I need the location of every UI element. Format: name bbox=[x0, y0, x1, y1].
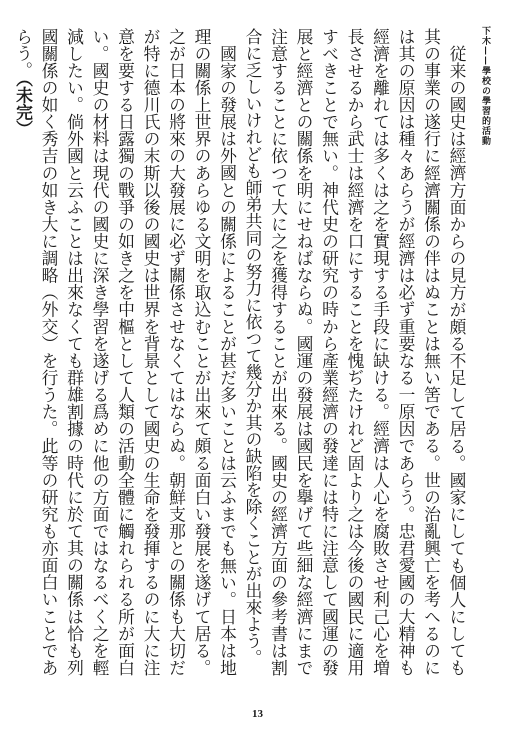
paragraph-economics: 従来の國史は經濟方面からの見方が頗る不足して居る。國家にしても個人にしても其の事業の遂行に經濟關係の伴はぬことは無い筈である。世の治亂興亡を考へるのには其の原因は種々あらうが經濟は必ず重要なる一原因であらう。忠君愛國の大精神も經濟を離れては多くは之を實現する手段に缺ける。經濟は人心を腐敗させ利己心を増長させるから武士は經濟を口にすることを愧ぢたけれど固より之は今後の國民に適用すべきことで無い。神代史の研究の時から產業經濟の發達には特に注意して國運の發展と經濟との關係を明にせねばならぬ。國運の發展は國民を擧げて些細な經濟にまで注意することに依つて大に之を獲得することが出來る。國史の經濟方面の參考書は割合に乏しいけれども師弟共同の努力に依つて幾分か其の缺陷を除くことが出來よう。 bbox=[243, 28, 467, 676]
paragraph-foreign-relations-text: 國家の發展は外國との關係によることが甚だ多いことは云ふまでも無い。日本は地理の關係上世界のあらゆる文明を取込むことが出來て頗る面白い發展を遂げて居る。之が日本の將來の大發展に必ず關係させなくてはならぬ。朝鮮支那との關係も大切だが特に德川氏の末斯以後の國史は世界を背景として國史の生命を發揮するのに大に注意を要する日露獨の戰爭の如き之を中樞として人類の活動全體に觸れられる所が面白い。國史の材料は現代の國史に深き學習を遂げる爲めに他の方面ではなるべく之を輕減したい。倘外國と云ふことは出來なくても群雄割據の時代に於て其の關係は恰も列國關係の如く秀吉の如き大に調略（外交）を行うた。此等の研究も亦面白いことであらう。 bbox=[13, 28, 238, 676]
body-text bbox=[13, 28, 469, 676]
page-number: 13 bbox=[252, 708, 263, 720]
running-head: 下木——學校の學習的活動 bbox=[480, 26, 490, 146]
end-mark: （未完） bbox=[13, 78, 34, 138]
paragraph-foreign-relations bbox=[10, 28, 240, 676]
